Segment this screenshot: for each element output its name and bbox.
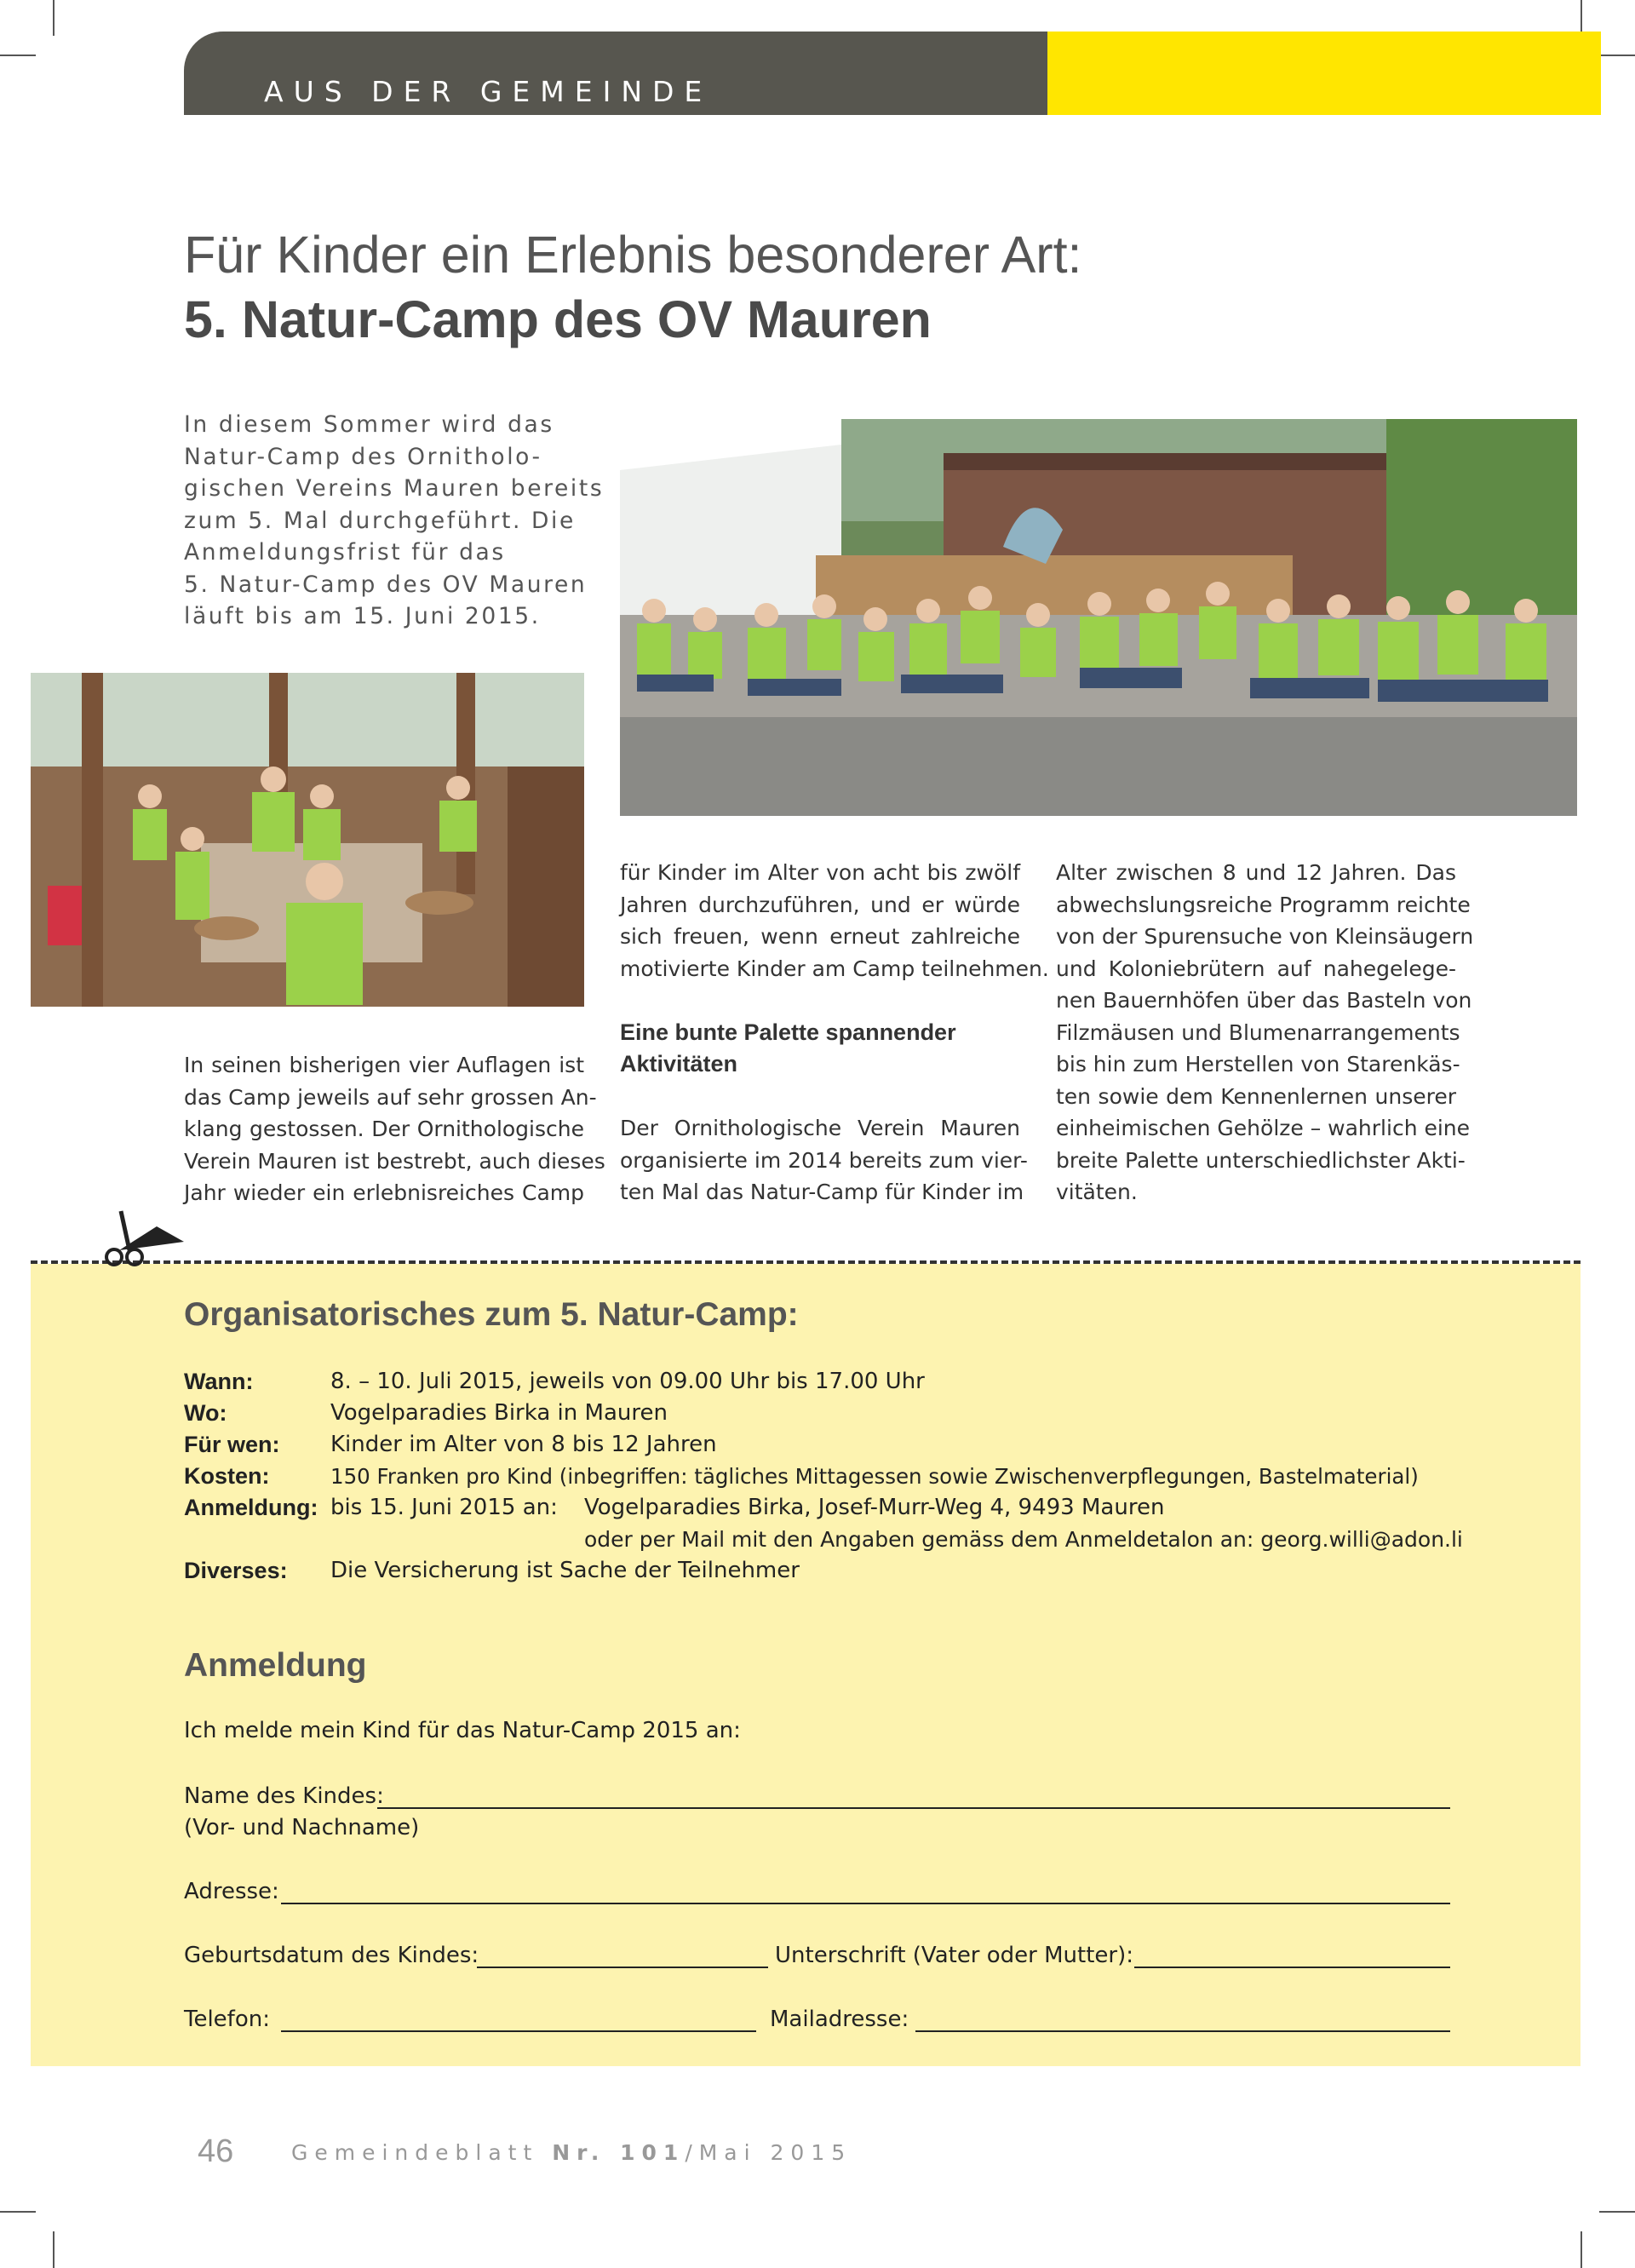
- text-line: klang gestossen. Der Ornithologische: [184, 1117, 584, 1141]
- text-line: breite Palette unterschiedlichster Akti-: [1056, 1147, 1466, 1173]
- crop-mark: [0, 2211, 36, 2213]
- birthdate-label: Geburtsdatum des Kindes:: [184, 1943, 479, 1968]
- org-row-costs: [184, 1461, 270, 1493]
- article-column-2: [620, 857, 1049, 1209]
- org-heading: Organisatorisches zum 5. Natur-Camp:: [184, 1296, 799, 1333]
- article-kicker: Für Kinder ein Erlebnis besonderer Art:: [184, 226, 1082, 284]
- crop-mark: [1599, 55, 1635, 56]
- org-value: Kinder im Alter von 8 bis 12 Jahren: [330, 1432, 717, 1457]
- lead-line: Natur-Camp des Ornitholo-: [184, 443, 542, 470]
- cut-line: [31, 1260, 1580, 1264]
- org-value: Die Versicherung ist Sache der Teilnehmer: [330, 1558, 800, 1583]
- article-title: 5. Natur-Camp des OV Mauren: [184, 290, 932, 348]
- org-key: Diverses:: [184, 1558, 288, 1583]
- text-line: für Kinder im Alter von acht bis zwölf: [620, 860, 1020, 885]
- section-header-accent: [1047, 32, 1601, 115]
- child-name-label: Name des Kindes:: [184, 1783, 384, 1809]
- text-line: Filzmäusen und Blumenarrangements: [1056, 1019, 1460, 1045]
- child-name-hint: (Vor- und Nachname): [184, 1815, 420, 1840]
- lead-line: zum 5. Mal durchgeführt. Die: [184, 507, 576, 534]
- issue-number: Nr. 101: [552, 2140, 686, 2165]
- text-line: Jahren durchzuführen, und er würde: [620, 892, 1020, 917]
- lead-line: In diesem Sommer wird das: [184, 411, 554, 438]
- section-label: AUS DER GEMEINDE: [264, 75, 713, 108]
- subheading: Aktivitäten: [620, 1051, 738, 1077]
- org-row-where: [184, 1398, 227, 1430]
- crop-mark: [53, 0, 54, 36]
- text-line: motivierte Kinder am Camp teilnehmen.: [620, 956, 1049, 981]
- signature-field[interactable]: [1134, 1967, 1450, 1968]
- org-row-misc: [184, 1555, 288, 1588]
- issue-date: /Mai 2015: [685, 2140, 852, 2165]
- text-line: und Koloniebrütern auf nahegelege-: [1056, 956, 1456, 981]
- org-email-line: oder per Mail mit den Angaben gemäss dem Anmeldetalon an: georg.willi@adon.li: [584, 1527, 1463, 1552]
- org-key: Anmeldung:: [184, 1495, 318, 1520]
- group-photo: [620, 419, 1577, 816]
- text-line: bis hin zum Herstellen von Starenkäs-: [1056, 1052, 1460, 1077]
- text-line: organisierte im 2014 bereits zum vier-: [620, 1147, 1028, 1173]
- crop-mark: [1599, 2211, 1635, 2213]
- workshop-photo-image: [31, 673, 584, 1007]
- address-label: Adresse:: [184, 1879, 279, 1904]
- workshop-photo: [31, 673, 584, 1007]
- lead-line: 5. Natur-Camp des OV Mauren: [184, 571, 588, 598]
- org-key: Kosten:: [184, 1463, 270, 1489]
- scissors-icon: [95, 1208, 189, 1267]
- email-field[interactable]: [915, 2030, 1450, 2032]
- crop-mark: [1580, 0, 1582, 36]
- publication-footer: [291, 2140, 852, 2165]
- org-address-line: Vogelparadies Birka, Josef-Murr-Weg 4, 9493 Mauren: [584, 1495, 1165, 1520]
- registration-intro: Ich melde mein Kind für das Natur-Camp 2015 an:: [184, 1718, 741, 1743]
- article-column-1: [184, 1049, 605, 1209]
- crop-mark: [1580, 2231, 1582, 2268]
- org-value: Vogelparadies Birka in Mauren: [330, 1400, 668, 1426]
- address-field[interactable]: [281, 1903, 1450, 1904]
- text-line: In seinen bisherigen vier Auflagen ist: [184, 1053, 584, 1077]
- org-row-when: [184, 1366, 253, 1398]
- phone-field[interactable]: [281, 2030, 756, 2032]
- registration-heading: Anmeldung: [184, 1647, 367, 1684]
- text-line: nen Bauernhöfen über das Basteln von: [1056, 988, 1472, 1013]
- text-line: einheimischen Gehölze – wahrlich eine: [1056, 1116, 1471, 1140]
- text-line: Verein Mauren ist bestrebt, auch dieses: [184, 1148, 605, 1174]
- spacer: [620, 1081, 1020, 1113]
- subheading: Eine bunte Palette spannender: [620, 1019, 956, 1045]
- org-row-registration: [184, 1492, 318, 1524]
- lead-line: Anmeldungsfrist für das: [184, 539, 506, 566]
- child-name-field[interactable]: [377, 1807, 1450, 1809]
- email-label: Mailadresse:: [770, 2007, 909, 2032]
- text-line: ten Mal das Natur-Camp für Kinder im: [620, 1180, 1024, 1204]
- text-line: abwechslungsreiche Programm reichte: [1056, 892, 1471, 917]
- org-value: 8. – 10. Juli 2015, jeweils von 09.00 Uhr bis 17.00 Uhr: [330, 1369, 925, 1394]
- crop-mark: [53, 2231, 54, 2268]
- page-number: 46: [198, 2133, 234, 2169]
- text-line: Jahr wieder ein erlebnisreiches Camp: [184, 1180, 584, 1205]
- lead-line: gischen Vereins Mauren bereits: [184, 475, 605, 502]
- spacer: [620, 985, 1020, 1017]
- text-line: Alter zwischen 8 und 12 Jahren. Das: [1056, 860, 1456, 885]
- group-photo-image: [620, 419, 1577, 816]
- lead-line: läuft bis am 15. Juni 2015.: [184, 603, 541, 629]
- article-column-3: [1056, 857, 1474, 1209]
- text-line: das Camp jeweils auf sehr grossen An-: [184, 1084, 597, 1110]
- text-line: Der Ornithologische Verein Mauren: [620, 1116, 1020, 1140]
- phone-label: Telefon:: [184, 2007, 270, 2032]
- birthdate-field[interactable]: [477, 1967, 768, 1968]
- publication-name: Gemeindeblatt: [291, 2140, 539, 2165]
- org-key: Wann:: [184, 1369, 254, 1394]
- org-row-for-whom: [184, 1429, 280, 1461]
- text-line: von der Spurensuche von Kleinsäugern: [1056, 924, 1474, 949]
- text-line: ten sowie dem Kennenlernen unserer: [1056, 1083, 1456, 1109]
- org-value: bis 15. Juni 2015 an:: [330, 1495, 558, 1520]
- article-lead: [184, 409, 605, 633]
- org-key: Für wen:: [184, 1432, 280, 1457]
- text-line: vitäten.: [1056, 1180, 1138, 1204]
- org-value: 150 Franken pro Kind (inbegriffen: tägliches Mittagessen sowie Zwischenverpflegungen, Bastelmaterial): [330, 1464, 1419, 1489]
- signature-label: Unterschrift (Vater oder Mutter):: [775, 1943, 1134, 1968]
- crop-mark: [0, 55, 36, 56]
- org-key: Wo:: [184, 1400, 227, 1426]
- text-line: sich freuen, wenn erneut zahlreiche: [620, 924, 1020, 949]
